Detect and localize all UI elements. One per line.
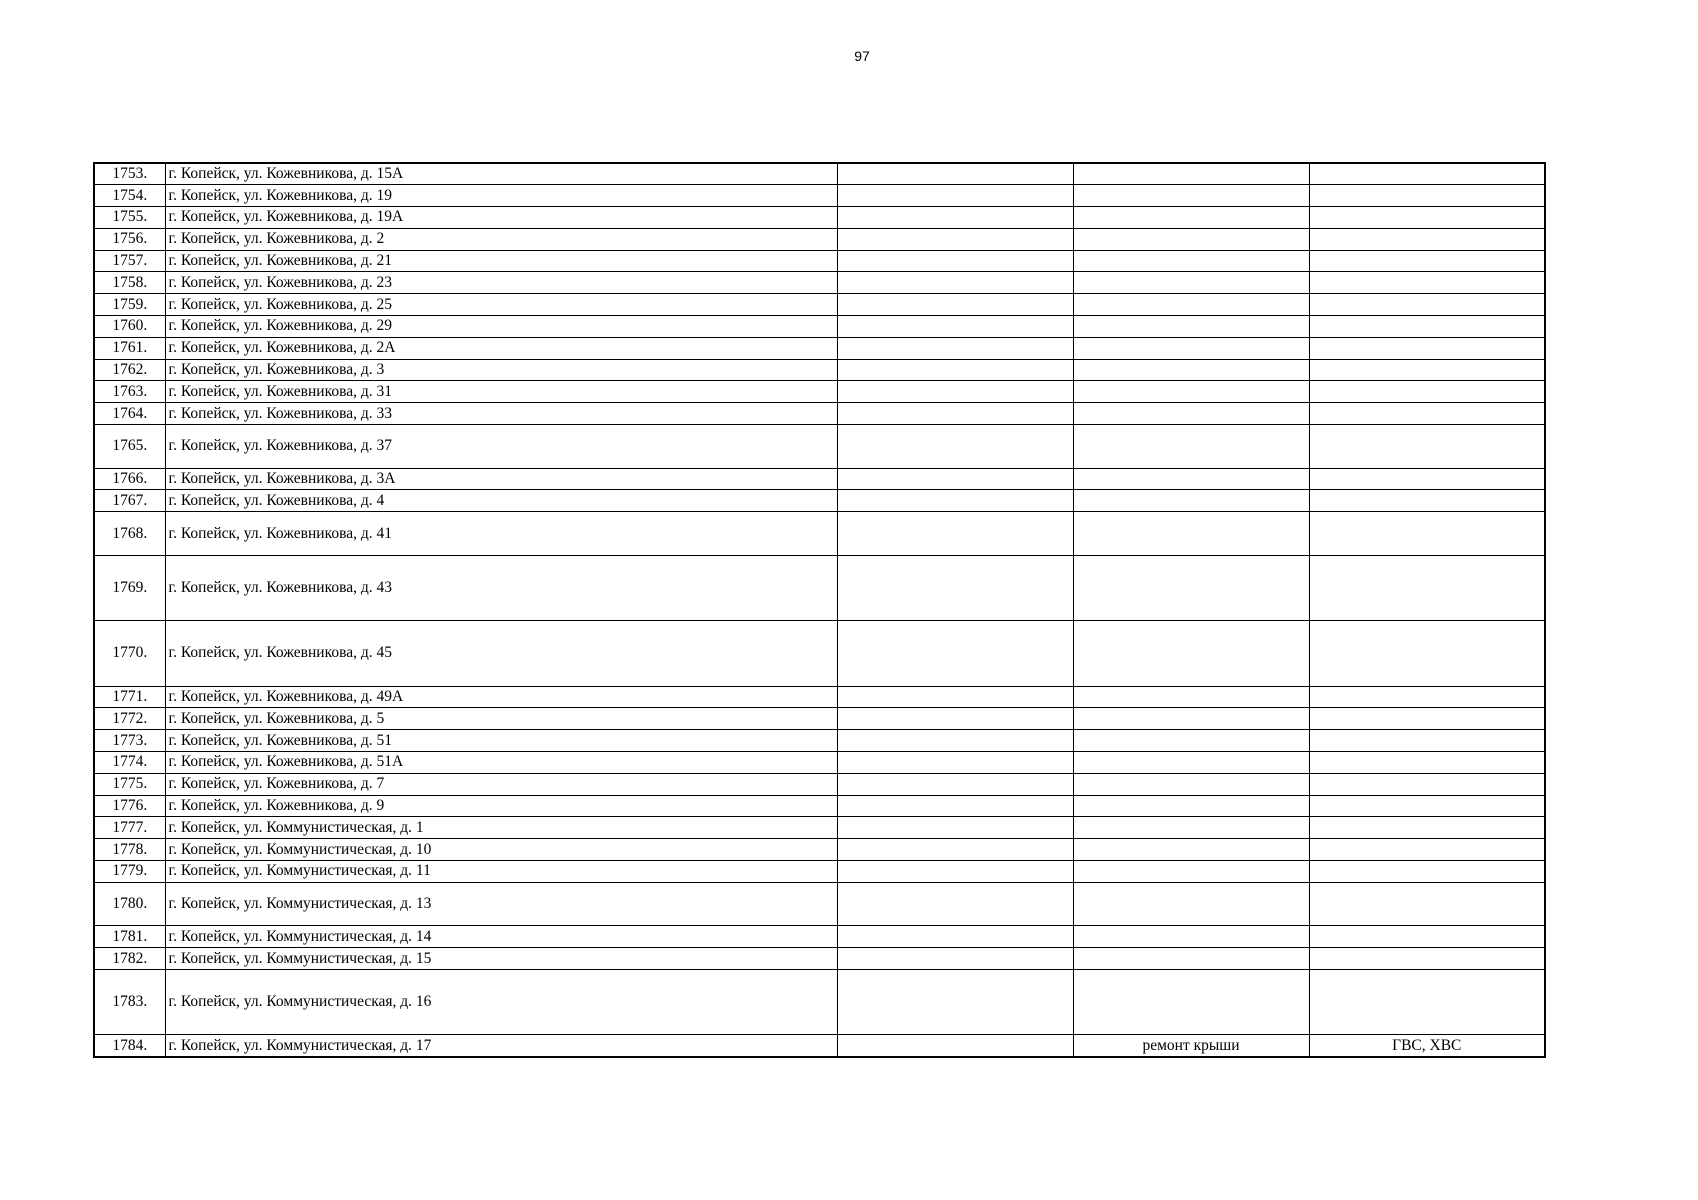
work-column-3-cell <box>837 316 1073 338</box>
address-cell: г. Копейск, ул. Коммунистическая, д. 10 <box>165 839 837 861</box>
address-cell: г. Копейск, ул. Кожевникова, д. 2 <box>165 228 837 250</box>
address-cell: г. Копейск, ул. Кожевникова, д. 15А <box>165 163 837 185</box>
address-cell: г. Копейск, ул. Коммунистическая, д. 16 <box>165 969 837 1034</box>
work-column-3-cell <box>837 773 1073 795</box>
table-row <box>94 969 1545 1034</box>
row-number-cell: 1765. <box>94 425 165 469</box>
address-table <box>93 162 1546 1058</box>
work-column-3-cell <box>837 468 1073 490</box>
repair-type-cell <box>1073 861 1309 883</box>
utility-systems-cell <box>1309 795 1545 817</box>
work-column-3-cell <box>837 969 1073 1034</box>
utility-systems-cell <box>1309 926 1545 948</box>
utility-systems-cell <box>1309 381 1545 403</box>
repair-type-cell <box>1073 163 1309 185</box>
address-cell: г. Копейск, ул. Кожевникова, д. 51А <box>165 752 837 774</box>
utility-systems-cell <box>1309 621 1545 686</box>
repair-type-cell <box>1073 337 1309 359</box>
repair-type-cell <box>1073 686 1309 708</box>
repair-type-cell <box>1073 381 1309 403</box>
row-number-cell: 1764. <box>94 403 165 425</box>
row-number-cell: 1769. <box>94 555 165 620</box>
work-column-3-cell <box>837 381 1073 403</box>
table-row <box>94 1035 1545 1057</box>
work-column-3-cell <box>837 337 1073 359</box>
repair-type-cell <box>1073 250 1309 272</box>
row-number-cell: 1756. <box>94 228 165 250</box>
row-number-cell: 1776. <box>94 795 165 817</box>
repair-type-cell <box>1073 512 1309 556</box>
address-cell: г. Копейск, ул. Кожевникова, д. 21 <box>165 250 837 272</box>
address-cell: г. Копейск, ул. Коммунистическая, д. 17 <box>165 1035 837 1057</box>
repair-type-cell <box>1073 708 1309 730</box>
table-row <box>94 228 1545 250</box>
work-column-3-cell <box>837 555 1073 620</box>
work-column-3-cell <box>837 163 1073 185</box>
table-row <box>94 948 1545 970</box>
utility-systems-cell <box>1309 185 1545 207</box>
row-number-cell: 1774. <box>94 752 165 774</box>
address-cell: г. Копейск, ул. Кожевникова, д. 43 <box>165 555 837 620</box>
table-row <box>94 773 1545 795</box>
utility-systems-cell <box>1309 817 1545 839</box>
repair-type-cell <box>1073 555 1309 620</box>
utility-systems-cell <box>1309 207 1545 229</box>
page-number: 97 <box>854 48 870 64</box>
row-number-cell: 1755. <box>94 207 165 229</box>
address-cell: г. Копейск, ул. Кожевникова, д. 33 <box>165 403 837 425</box>
table-row <box>94 555 1545 620</box>
work-column-3-cell <box>837 621 1073 686</box>
repair-type-cell <box>1073 425 1309 469</box>
table-row <box>94 468 1545 490</box>
work-column-3-cell <box>837 817 1073 839</box>
table-row <box>94 337 1545 359</box>
utility-systems-cell <box>1309 969 1545 1034</box>
table-row <box>94 839 1545 861</box>
address-cell: г. Копейск, ул. Кожевникова, д. 29 <box>165 316 837 338</box>
row-number-cell: 1768. <box>94 512 165 556</box>
utility-systems-cell <box>1309 555 1545 620</box>
row-number-cell: 1754. <box>94 185 165 207</box>
address-cell: г. Копейск, ул. Кожевникова, д. 31 <box>165 381 837 403</box>
address-cell: г. Копейск, ул. Кожевникова, д. 5 <box>165 708 837 730</box>
table-row <box>94 752 1545 774</box>
table-row <box>94 861 1545 883</box>
utility-systems-cell: ГВС, ХВС <box>1309 1035 1545 1057</box>
address-cell: г. Копейск, ул. Кожевникова, д. 23 <box>165 272 837 294</box>
row-number-cell: 1762. <box>94 359 165 381</box>
table-row <box>94 185 1545 207</box>
table-row <box>94 708 1545 730</box>
repair-type-cell <box>1073 228 1309 250</box>
repair-type-cell <box>1073 773 1309 795</box>
work-column-3-cell <box>837 185 1073 207</box>
address-cell: г. Копейск, ул. Кожевникова, д. 51 <box>165 730 837 752</box>
utility-systems-cell <box>1309 272 1545 294</box>
address-cell: г. Копейск, ул. Коммунистическая, д. 13 <box>165 882 837 926</box>
row-number-cell: 1782. <box>94 948 165 970</box>
repair-type-cell <box>1073 621 1309 686</box>
table-row <box>94 316 1545 338</box>
row-number-cell: 1766. <box>94 468 165 490</box>
address-cell: г. Копейск, ул. Кожевникова, д. 45 <box>165 621 837 686</box>
utility-systems-cell <box>1309 250 1545 272</box>
table-row <box>94 403 1545 425</box>
row-number-cell: 1772. <box>94 708 165 730</box>
repair-type-cell <box>1073 926 1309 948</box>
repair-type-cell <box>1073 969 1309 1034</box>
row-number-cell: 1780. <box>94 882 165 926</box>
work-column-3-cell <box>837 512 1073 556</box>
table-row <box>94 817 1545 839</box>
table-row <box>94 163 1545 185</box>
row-number-cell: 1773. <box>94 730 165 752</box>
repair-type-cell <box>1073 752 1309 774</box>
row-number-cell: 1775. <box>94 773 165 795</box>
utility-systems-cell <box>1309 403 1545 425</box>
table-row <box>94 425 1545 469</box>
row-number-cell: 1781. <box>94 926 165 948</box>
utility-systems-cell <box>1309 490 1545 512</box>
utility-systems-cell <box>1309 839 1545 861</box>
address-cell: г. Копейск, ул. Кожевникова, д. 3А <box>165 468 837 490</box>
utility-systems-cell <box>1309 468 1545 490</box>
work-column-3-cell <box>837 294 1073 316</box>
repair-type-cell: ремонт крыши <box>1073 1035 1309 1057</box>
work-column-3-cell <box>837 250 1073 272</box>
row-number-cell: 1771. <box>94 686 165 708</box>
utility-systems-cell <box>1309 425 1545 469</box>
work-column-3-cell <box>837 708 1073 730</box>
address-cell: г. Копейск, ул. Кожевникова, д. 41 <box>165 512 837 556</box>
address-cell: г. Копейск, ул. Кожевникова, д. 25 <box>165 294 837 316</box>
row-number-cell: 1753. <box>94 163 165 185</box>
repair-type-cell <box>1073 839 1309 861</box>
work-column-3-cell <box>837 861 1073 883</box>
work-column-3-cell <box>837 795 1073 817</box>
table-row <box>94 621 1545 686</box>
row-number-cell: 1783. <box>94 969 165 1034</box>
address-cell: г. Копейск, ул. Кожевникова, д. 7 <box>165 773 837 795</box>
address-cell: г. Копейск, ул. Коммунистическая, д. 15 <box>165 948 837 970</box>
address-cell: г. Копейск, ул. Кожевникова, д. 2А <box>165 337 837 359</box>
row-number-cell: 1779. <box>94 861 165 883</box>
utility-systems-cell <box>1309 752 1545 774</box>
address-cell: г. Копейск, ул. Кожевникова, д. 49А <box>165 686 837 708</box>
repair-type-cell <box>1073 795 1309 817</box>
table-row <box>94 250 1545 272</box>
table-row <box>94 381 1545 403</box>
utility-systems-cell <box>1309 337 1545 359</box>
utility-systems-cell <box>1309 294 1545 316</box>
address-cell: г. Копейск, ул. Кожевникова, д. 19 <box>165 185 837 207</box>
utility-systems-cell <box>1309 228 1545 250</box>
work-column-3-cell <box>837 1035 1073 1057</box>
repair-type-cell <box>1073 948 1309 970</box>
repair-type-cell <box>1073 403 1309 425</box>
repair-type-cell <box>1073 359 1309 381</box>
utility-systems-cell <box>1309 512 1545 556</box>
utility-systems-cell <box>1309 948 1545 970</box>
table-row <box>94 795 1545 817</box>
work-column-3-cell <box>837 207 1073 229</box>
table-row <box>94 490 1545 512</box>
repair-type-cell <box>1073 272 1309 294</box>
row-number-cell: 1759. <box>94 294 165 316</box>
repair-type-cell <box>1073 207 1309 229</box>
work-column-3-cell <box>837 490 1073 512</box>
row-number-cell: 1757. <box>94 250 165 272</box>
work-column-3-cell <box>837 839 1073 861</box>
repair-type-cell <box>1073 490 1309 512</box>
address-cell: г. Копейск, ул. Кожевникова, д. 19А <box>165 207 837 229</box>
repair-type-cell <box>1073 294 1309 316</box>
work-column-3-cell <box>837 228 1073 250</box>
work-column-3-cell <box>837 882 1073 926</box>
row-number-cell: 1761. <box>94 337 165 359</box>
address-table-body <box>94 163 1545 1057</box>
utility-systems-cell <box>1309 773 1545 795</box>
work-column-3-cell <box>837 948 1073 970</box>
repair-type-cell <box>1073 185 1309 207</box>
work-column-3-cell <box>837 403 1073 425</box>
address-cell: г. Копейск, ул. Коммунистическая, д. 14 <box>165 926 837 948</box>
address-cell: г. Копейск, ул. Кожевникова, д. 4 <box>165 490 837 512</box>
repair-type-cell <box>1073 316 1309 338</box>
address-cell: г. Копейск, ул. Коммунистическая, д. 11 <box>165 861 837 883</box>
work-column-3-cell <box>837 272 1073 294</box>
address-cell: г. Копейск, ул. Кожевникова, д. 3 <box>165 359 837 381</box>
table-row <box>94 926 1545 948</box>
table-row <box>94 207 1545 229</box>
work-column-3-cell <box>837 359 1073 381</box>
table-row <box>94 730 1545 752</box>
row-number-cell: 1760. <box>94 316 165 338</box>
row-number-cell: 1778. <box>94 839 165 861</box>
row-number-cell: 1767. <box>94 490 165 512</box>
table-row <box>94 359 1545 381</box>
utility-systems-cell <box>1309 163 1545 185</box>
table-row <box>94 882 1545 926</box>
work-column-3-cell <box>837 730 1073 752</box>
address-cell: г. Копейск, ул. Коммунистическая, д. 1 <box>165 817 837 839</box>
utility-systems-cell <box>1309 316 1545 338</box>
row-number-cell: 1777. <box>94 817 165 839</box>
row-number-cell: 1763. <box>94 381 165 403</box>
work-column-3-cell <box>837 926 1073 948</box>
utility-systems-cell <box>1309 730 1545 752</box>
table-row <box>94 512 1545 556</box>
repair-type-cell <box>1073 468 1309 490</box>
utility-systems-cell <box>1309 882 1545 926</box>
utility-systems-cell <box>1309 359 1545 381</box>
table-row <box>94 686 1545 708</box>
repair-type-cell <box>1073 882 1309 926</box>
table-row <box>94 272 1545 294</box>
utility-systems-cell <box>1309 861 1545 883</box>
row-number-cell: 1770. <box>94 621 165 686</box>
utility-systems-cell <box>1309 686 1545 708</box>
row-number-cell: 1784. <box>94 1035 165 1057</box>
work-column-3-cell <box>837 686 1073 708</box>
work-column-3-cell <box>837 425 1073 469</box>
address-cell: г. Копейск, ул. Кожевникова, д. 9 <box>165 795 837 817</box>
row-number-cell: 1758. <box>94 272 165 294</box>
repair-type-cell <box>1073 730 1309 752</box>
table-row <box>94 294 1545 316</box>
repair-type-cell <box>1073 817 1309 839</box>
address-cell: г. Копейск, ул. Кожевникова, д. 37 <box>165 425 837 469</box>
utility-systems-cell <box>1309 708 1545 730</box>
work-column-3-cell <box>837 752 1073 774</box>
